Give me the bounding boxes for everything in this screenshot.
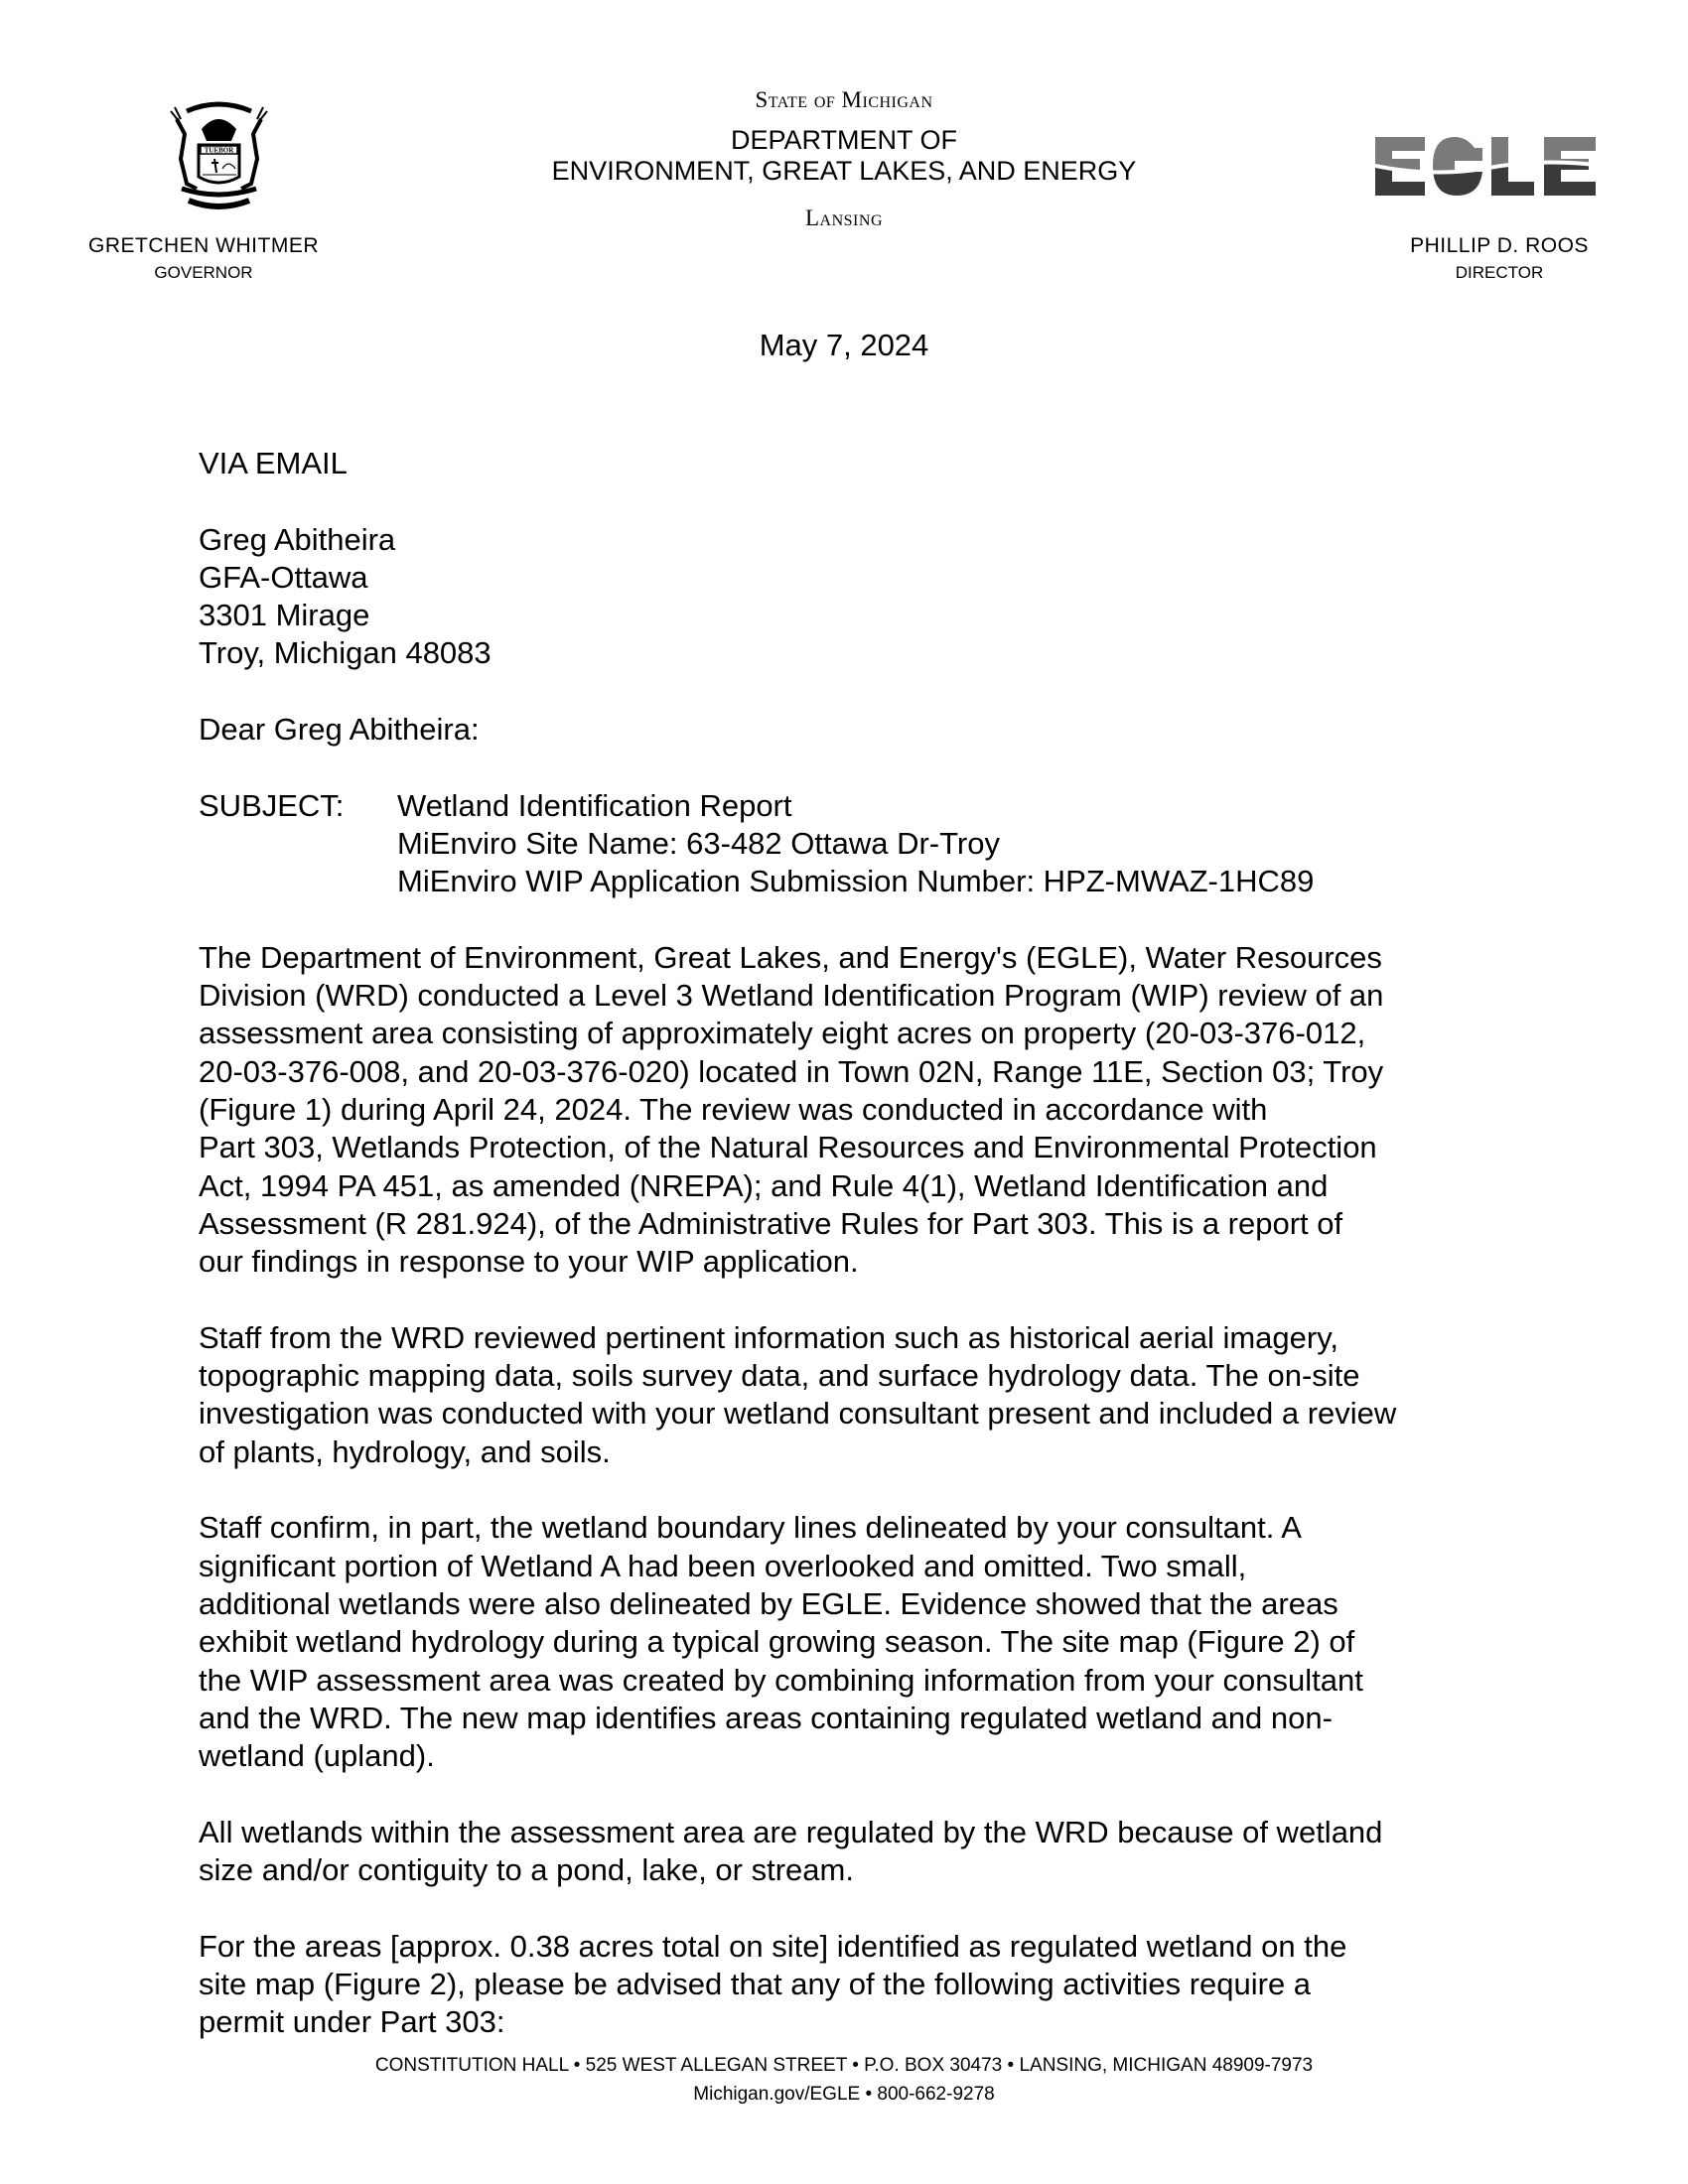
subject-label: SUBJECT: [199,787,345,823]
governor-title: GOVERNOR [154,263,253,282]
paragraph-line: of plants, hydrology, and soils. [199,1433,611,1469]
paragraph-line: Division (WRD) conducted a Level 3 Wetland Identification Program (WIP) review of an [199,978,1384,1014]
recipient-address [199,521,1509,673]
subject-block [199,787,1509,901]
recipient-name: Greg Abitheira [199,521,396,557]
paragraph-line: Assessment (R 281.924), of the Administrative Rules for Part 303. This is a report of [199,1205,1343,1241]
paragraph-line: additional wetlands were also delineated by EGLE. Evidence showed that the areas [199,1585,1338,1621]
paragraph-line: and the WRD. The new map identifies areas containing regulated wetland and non- [199,1700,1333,1735]
paragraph-line: topographic mapping data, soils survey data, and surface hydrology data. The on-site [199,1358,1360,1394]
governor-name: GRETCHEN WHITMER [88,234,319,257]
michigan-state-seal-icon [157,89,281,213]
svg-text:TUEBOR: TUEBOR [204,146,234,155]
paragraph-line: the WIP assessment area was created by combining information from your consultant [199,1662,1363,1698]
salutation: Dear Greg Abitheira: [199,712,480,748]
department-name-line1: DEPARTMENT OF [730,125,958,155]
paragraph-line: investigation was conducted with your wetland consultant present and included a review [199,1396,1397,1432]
footer-contact: Michigan.gov/EGLE • 800-662-9278 [693,2084,995,2105]
paragraph-regulation [199,1814,1509,1890]
paragraph-line: Part 303, Wetlands Protection, of the Natural Resources and Environmental Protection [199,1130,1377,1165]
paragraph-review-summary [199,939,1509,1282]
city-name: Lansing [805,205,883,230]
footer-address: CONSTITUTION HALL • 525 WEST ALLEGAN STREET • P.O. BOX 30473 • LANSING, MICHIGAN 48909-7973 [374,2055,1314,2076]
paragraph-findings [199,1509,1509,1775]
paragraph-line: site map (Figure 2), please be advised that any of the following activities require a [199,1966,1312,2001]
egle-logo-icon [1375,134,1604,199]
paragraph-line: All wetlands within the assessment area are regulated by the WRD because of wetland [199,1814,1383,1849]
recipient-city-state-zip: Troy, Michigan 48083 [199,635,492,671]
paragraph-line: Staff confirm, in part, the wetland boundary lines delineated by your consultant. A [199,1510,1302,1546]
paragraph-line: assessment area consisting of approximately eight acres on property (20-03-376-012, [199,1016,1366,1051]
paragraph-line: significant portion of Wetland A had been overlooked and omitted. Two small, [199,1548,1247,1583]
paragraph-line: wetland (upland). [199,1738,435,1774]
paragraph-line: permit under Part 303: [199,2004,505,2040]
director-name: PHILLIP D. ROOS [1410,234,1589,257]
paragraph-line: exhibit wetland hydrology during a typical growing season. The site map (Figure 2) of [199,1624,1355,1660]
subject-line: MiEnviro WIP Application Submission Number: HPZ-MWAZ-1HC89 [397,864,1315,899]
paragraph-line: For the areas [approx. 0.38 acres total on site] identified as regulated wetland on the [199,1928,1347,1964]
paragraph-line: Staff from the WRD reviewed pertinent information such as historical aerial imagery, [199,1319,1339,1355]
recipient-organization: GFA-Ottawa [199,559,368,595]
delivery-method: VIA EMAIL [199,446,348,480]
letter-date: May 7, 2024 [759,328,929,362]
department-name-line2: ENVIRONMENT, GREAT LAKES, AND ENERGY [551,156,1137,186]
director-title: DIRECTOR [1455,263,1544,282]
paragraph-line: (Figure 1) during April 24, 2024. The review was conducted in accordance with [199,1092,1268,1128]
state-name: State of Michigan [755,87,933,112]
subject-line: Wetland Identification Report [397,787,792,823]
letter-body [199,445,1509,2041]
paragraph-line: our findings in response to your WIP application. [199,1244,859,1280]
paragraph-line: 20-03-376-008, and 20-03-376-020) located in Town 02N, Range 11E, Section 03; Troy [199,1053,1384,1089]
paragraph-line: Act, 1994 PA 451, as amended (NREPA); and Rule 4(1), Wetland Identification and [199,1167,1329,1203]
paragraph-staff-review [199,1319,1509,1471]
recipient-street: 3301 Mirage [199,598,370,633]
paragraph-line: size and/or contiguity to a pond, lake, or stream. [199,1851,854,1887]
paragraph-permit-requirements [199,1928,1509,2042]
subject-line: MiEnviro Site Name: 63-482 Ottawa Dr-Troy [397,825,1000,861]
paragraph-line: The Department of Environment, Great Lakes, and Energy's (EGLE), Water Resources [199,939,1382,975]
